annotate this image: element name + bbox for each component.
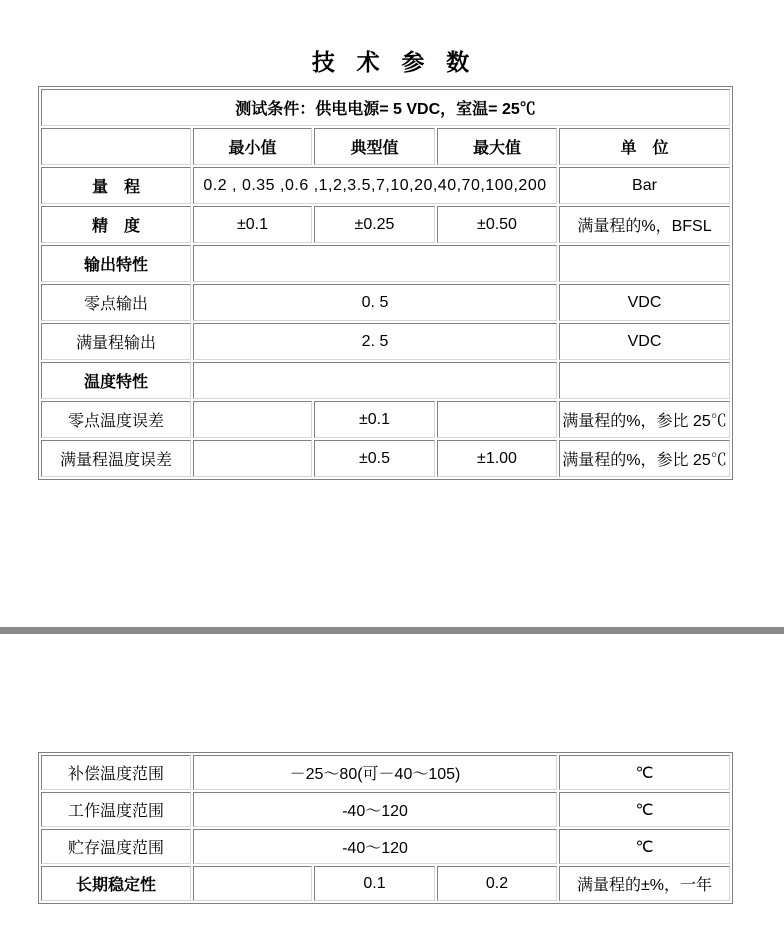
header-max: 最大值: [437, 128, 557, 165]
fullscale-output-value: 2. 5: [193, 323, 557, 360]
compensated-temp-unit: ℃: [559, 755, 730, 790]
table-row-range: [41, 167, 730, 204]
zero-output-unit: VDC: [559, 284, 730, 321]
table-row-temperature-section: [41, 362, 730, 399]
operating-temp-unit: ℃: [559, 792, 730, 827]
table-row-accuracy: [41, 206, 730, 243]
operating-temp-value: -40～120: [193, 792, 557, 827]
range-label: 量 程: [41, 167, 191, 204]
output-section-empty-unit: [559, 245, 730, 282]
operating-temp-label: 工作温度范围: [41, 792, 191, 827]
accuracy-unit: 满量程的%，BFSL: [559, 206, 730, 243]
table-row-storage-temp: [41, 829, 730, 864]
test-conditions-cell: 测试条件：供电电源= 5 VDC，室温= 25℃: [41, 89, 730, 126]
table-row-test-conditions: [41, 89, 730, 126]
accuracy-min: ±0.1: [193, 206, 312, 243]
compensated-temp-label: 补偿温度范围: [41, 755, 191, 790]
accuracy-typical: ±0.25: [314, 206, 435, 243]
temperature-section-empty-value: [193, 362, 557, 399]
zero-temp-error-unit: 满量程的%，参比 25℃: [559, 401, 730, 438]
stability-max: 0.2: [437, 866, 557, 901]
stability-unit: 满量程的±%，一年: [559, 866, 730, 901]
fullscale-temp-error-unit: 满量程的%，参比 25℃: [559, 440, 730, 477]
corner-cell: [41, 128, 191, 165]
header-min: 最小值: [193, 128, 312, 165]
table-row-zero-output: [41, 284, 730, 321]
header-typical: 典型值: [314, 128, 435, 165]
fullscale-temp-error-label: 满量程温度误差: [41, 440, 191, 477]
table-row-compensated-temp: [41, 755, 730, 790]
table-row-zero-temp-error: [41, 401, 730, 438]
storage-temp-unit: ℃: [559, 829, 730, 864]
fullscale-output-label: 满量程输出: [41, 323, 191, 360]
stability-label: 长期稳定性: [41, 866, 191, 901]
table-row-fullscale-temp-error: [41, 440, 730, 477]
output-section-label: 输出特性: [41, 245, 191, 282]
technical-parameters-table: [38, 86, 733, 480]
temperature-range-table: [38, 752, 733, 904]
zero-temp-error-label: 零点温度误差: [41, 401, 191, 438]
temperature-section-empty-unit: [559, 362, 730, 399]
fullscale-temp-error-max: ±1.00: [437, 440, 557, 477]
table-row-stability: [41, 866, 730, 901]
fullscale-output-unit: VDC: [559, 323, 730, 360]
table-row-output-section: [41, 245, 730, 282]
range-unit: Bar: [559, 167, 730, 204]
table-row-headers: [41, 128, 730, 165]
storage-temp-value: -40～120: [193, 829, 557, 864]
zero-temp-error-typical: ±0.1: [314, 401, 435, 438]
fullscale-temp-error-min: [193, 440, 312, 477]
zero-temp-error-min: [193, 401, 312, 438]
table-row-fullscale-output: [41, 323, 730, 360]
storage-temp-label: 贮存温度范围: [41, 829, 191, 864]
table-row-operating-temp: [41, 792, 730, 827]
section-divider-bar: [0, 627, 784, 634]
output-section-empty-value: [193, 245, 557, 282]
temperature-section-label: 温度特性: [41, 362, 191, 399]
accuracy-label: 精 度: [41, 206, 191, 243]
zero-output-label: 零点输出: [41, 284, 191, 321]
zero-output-value: 0. 5: [193, 284, 557, 321]
compensated-temp-value: －25～80(可－40～105): [193, 755, 557, 790]
header-unit: 单 位: [559, 128, 730, 165]
fullscale-temp-error-typical: ±0.5: [314, 440, 435, 477]
zero-temp-error-max: [437, 401, 557, 438]
stability-typical: 0.1: [314, 866, 435, 901]
accuracy-max: ±0.50: [437, 206, 557, 243]
range-value: 0.2 , 0.35 ,0.6 ,1,2,3.5,7,10,20,40,70,100,200: [193, 167, 557, 204]
page-title: 技 术 参 数: [311, 49, 473, 75]
stability-min: [193, 866, 312, 901]
